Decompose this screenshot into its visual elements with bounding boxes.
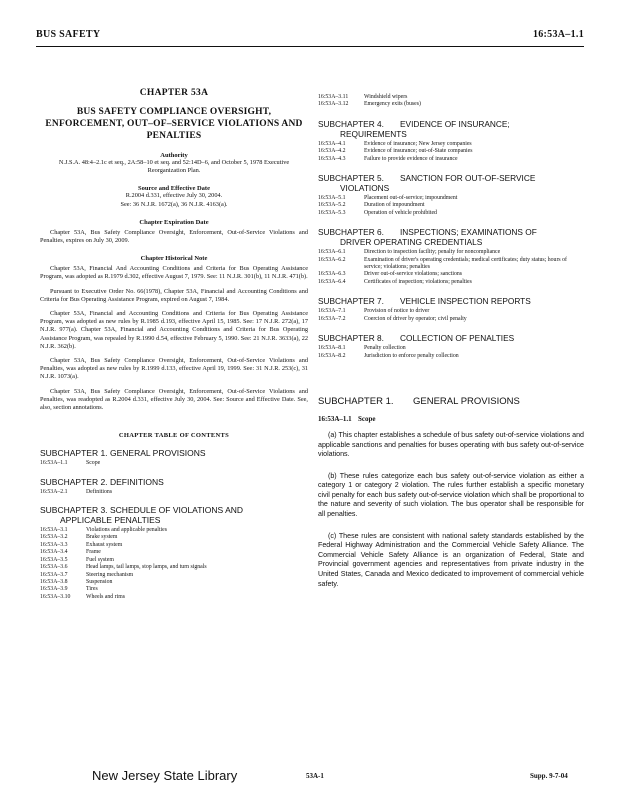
authority-text: N.J.S.A. 48:4–2.1c et seq., 2A:58–10 et seq. and 52:14D–6, and October 5, 1978 Executive Reorganization Plan. <box>58 159 290 175</box>
toc-subchapter-4: SUBCHAPTER 4. EVIDENCE OF INSURANCE; REQUIREMENTS <box>318 118 510 139</box>
toc-entry[interactable]: 16:53A–8.1 Penalty collection <box>318 345 406 352</box>
toc-entry[interactable]: 16:53A–3.4 Frame <box>40 549 101 556</box>
toc-sub-title: SCHEDULE OF VIOLATIONS AND <box>110 505 244 516</box>
toc-entry[interactable]: 16:53A–5.2 Duration of impoundment <box>318 202 425 209</box>
section-heading: 16:53A–1.1 Scope <box>318 414 376 423</box>
toc-entry[interactable]: 16:53A–7.1 Provision of notice to driver <box>318 308 430 315</box>
toc-list-5 <box>318 195 584 217</box>
toc-subchapter-5: SUBCHAPTER 5. SANCTION FOR OUT-OF-SERVICE VIOLATIONS <box>318 173 536 194</box>
toc-entry[interactable]: 16:53A–6.1 Direction to inspection facility; penalty for noncompliance <box>318 249 501 256</box>
expiration-label: Chapter Expiration Date <box>139 218 209 226</box>
toc-entry[interactable]: 16:53A–3.10 Wheels and rims <box>40 593 125 600</box>
body-paragraph: (b) These rules categorize each bus safety out-of-service violation as either a category 1 or category 2 violation. The rules further establish a specific monetary civil penalty for each bus safety out-of-service violation which shall be proportional to the nature and severity of such violation. The bus operator shall be responsible for all penalties. <box>318 471 584 519</box>
history-paragraph: Chapter 53A, Bus Safety Compliance Oversight, Enforcement, Out-of-Service Violations and Penalties, was adopted as new rules by R.1999 d.133, effective April 19, 1999. See: 31 N.J.R. 253(c), 31 N.J.R. 1073(a). <box>40 357 308 381</box>
toc-entry[interactable]: 16:53A–3.1 Violations and applicable penalties <box>40 527 167 534</box>
toc-subchapter-3 <box>40 505 308 525</box>
body-paragraph: (a) This chapter establishes a schedule of bus safety out-of-service violations and applicable sanctions and penalties for buses operating with bus safety out-of-service violations. <box>318 430 584 459</box>
toc-subchapter-6: SUBCHAPTER 6. INSPECTIONS; EXAMINATIONS OF DRIVER OPERATING CREDENTIALS <box>318 227 537 248</box>
history-paragraph: Chapter 53A, Financial and Accounting Conditions and Criteria for Bus Operating Assistance Program, was adopted as new rules by R.1985 d.193, effective April 15, 1985. See: 17 N.J.R. 272(a), 17 N.J.R. 977(a). Chapter 53A, Financial and Accounting Conditions and Criteria for Bus Operating Assistance Program, was repealed by R.1990 d.54, effective February 5, 1990. See: 21 N.J.R. 3633(a), 22 N.J.R. 362(b). <box>40 310 308 350</box>
toc-list-4 <box>318 141 584 163</box>
toc-entry[interactable]: 16:53A–3.2 Brake system <box>40 534 118 541</box>
toc-subchapter-2 <box>40 477 308 487</box>
toc-entry[interactable]: 16:53A–1.1 Scope <box>40 460 101 467</box>
toc-entry[interactable]: 16:53A–4.1 Evidence of insurance; New Jersey companies <box>318 140 472 147</box>
toc-subchapter-7: SUBCHAPTER 7. VEHICLE INSPECTION REPORTS <box>318 296 531 307</box>
toc-entry[interactable]: 16:53A–7.2 Coercion of driver by operator; civil penalty <box>318 315 467 322</box>
toc-entry[interactable]: 16:53A–3.11 Windshield wipers <box>318 94 408 100</box>
running-head <box>36 27 584 47</box>
footer <box>0 768 621 788</box>
source-line-2: See: 36 N.J.R. 1672(a), 36 N.J.R. 4163(a). <box>120 200 228 208</box>
chapter-title: BUS SAFETY COMPLIANCE OVERSIGHT, ENFORCEMENT, OUT–OF–SERVICE VIOLATIONS AND PENALTIES <box>45 107 303 141</box>
toc-sub-num: SUBCHAPTER 2. <box>40 476 108 487</box>
toc-entry[interactable]: 16:53A–3.3 Exhaust system <box>40 541 123 548</box>
toc-list-6 <box>318 249 584 286</box>
toc-subchapter-1 <box>40 448 308 458</box>
toc-sub-num: SUBCHAPTER 3. <box>40 505 108 516</box>
toc-sub-title-cont: APPLICABLE PENALTIES <box>60 515 161 526</box>
toc-entry[interactable]: 16:53A–3.6 Head lamps, tail lamps, stop lamps, and turn signals <box>40 564 207 571</box>
chapter-number: CHAPTER 53A <box>139 88 209 98</box>
left-column <box>40 58 308 601</box>
body-subchapter-heading: SUBCHAPTER 1. GENERAL PROVISIONS <box>318 395 520 407</box>
running-head-right: 16:53A–1.1 <box>532 29 584 40</box>
toc-list-3 <box>40 527 308 601</box>
right-column <box>318 92 584 589</box>
history-paragraph: Pursuant to Executive Order No. 66(1978), Chapter 53A, Financial and Accounting Conditions and Criteria for Bus Operating Assistance Program, expired on August 7, 1984. <box>40 287 308 303</box>
toc-entry[interactable]: 16:53A–3.8 Suspension <box>40 578 113 585</box>
toc-entry[interactable]: 16:53A–4.2 Evidence of insurance; out-of-State companies <box>318 148 473 155</box>
toc-entry[interactable]: 16:53A–3.12 Emergency exits (buses) <box>318 101 421 108</box>
toc-entry[interactable]: 16:53A–4.3 Failure to provide evidence of insurance <box>318 155 458 162</box>
toc-sub-title: GENERAL PROVISIONS <box>110 448 206 459</box>
toc-list-2 <box>40 489 308 496</box>
toc-sub-num: SUBCHAPTER 1. <box>40 448 108 459</box>
supplement-date: Supp. 9-7-04 <box>530 772 568 780</box>
toc-list-8 <box>318 345 584 360</box>
toc-entry[interactable]: 16:53A–2.1 Definitions <box>40 488 113 495</box>
history-paragraph: Chapter 53A, Bus Safety Compliance Oversight, Enforcement, Out-of-Service Violations and Penalties, was readopted as R.2004 d.331, effective July 30, 2004. See: Source and Effective Date. See, also, section annotations. <box>40 387 308 412</box>
expiration-text: Chapter 53A, Bus Safety Compliance Oversight, Enforcement, Out-of-Service Violations and Penalties, expires on July 30, 2009. <box>40 228 308 245</box>
source-label: Source and Effective Date <box>138 185 210 193</box>
toc-entry[interactable]: 16:53A–6.3 Driver out-of-service violations; sanctions <box>318 271 463 278</box>
toc-list-1 <box>40 460 308 467</box>
page-number: 53A-1 <box>306 772 324 780</box>
toc-list-3-cont <box>318 94 584 109</box>
toc-sub-title: DEFINITIONS <box>110 476 164 487</box>
toc-entry[interactable]: 16:53A–3.5 Fuel system <box>40 556 114 563</box>
toc-entry[interactable]: 16:53A–6.2 Examination of driver's operating credentials; medical certificates; duty status; hours of service; violations; penalties <box>318 256 567 271</box>
toc-entry[interactable]: 16:53A–8.2 Jurisdiction to enforce penalty collection <box>318 352 459 359</box>
authority-label: Authority <box>160 152 188 159</box>
history-label: Chapter Historical Note <box>140 255 208 263</box>
toc-entry[interactable]: 16:53A–5.3 Operation of vehicle prohibited <box>318 209 437 216</box>
running-head-left: BUS SAFETY <box>36 29 101 40</box>
source-line-1: R.2004 d.331, effective July 30, 2004. <box>125 192 223 200</box>
toc-entry[interactable]: 16:53A–5.1 Placement out-of-service; impoundment <box>318 195 458 202</box>
toc-list-7 <box>318 308 584 323</box>
toc-entry[interactable]: 16:53A–6.4 Certificates of inspection; violations; penalties <box>318 278 472 285</box>
library-name: New Jersey State Library <box>92 768 238 783</box>
history-paragraph: Chapter 53A, Financial And Accounting Conditions and Criteria for Bus Operating Assistance Program, was adopted as R.1979 d.302, effective August 7, 1979. See: 11 N.J.R. 301(b), 11 N.J.R. 471(b). <box>40 265 308 281</box>
toc-subchapter-8: SUBCHAPTER 8. COLLECTION OF PENALTIES <box>318 333 515 344</box>
toc-heading: CHAPTER TABLE OF CONTENTS <box>118 432 230 440</box>
body-paragraph: (c) These rules are consistent with national safety standards established by the Federal Highway Administration and the Commercial Vehicle Safety Alliance. The Commercial Vehicle Safety Alliance is an organization of Federal, State and Provincial government agencies and representatives from private industry in the United States, Canada and Mexico dedicated to improvement of commercial vehicle safety. <box>318 531 584 588</box>
toc-entry[interactable]: 16:53A–3.9 Tires <box>40 586 98 593</box>
toc-entry[interactable]: 16:53A–3.7 Steering mechanism <box>40 571 134 578</box>
